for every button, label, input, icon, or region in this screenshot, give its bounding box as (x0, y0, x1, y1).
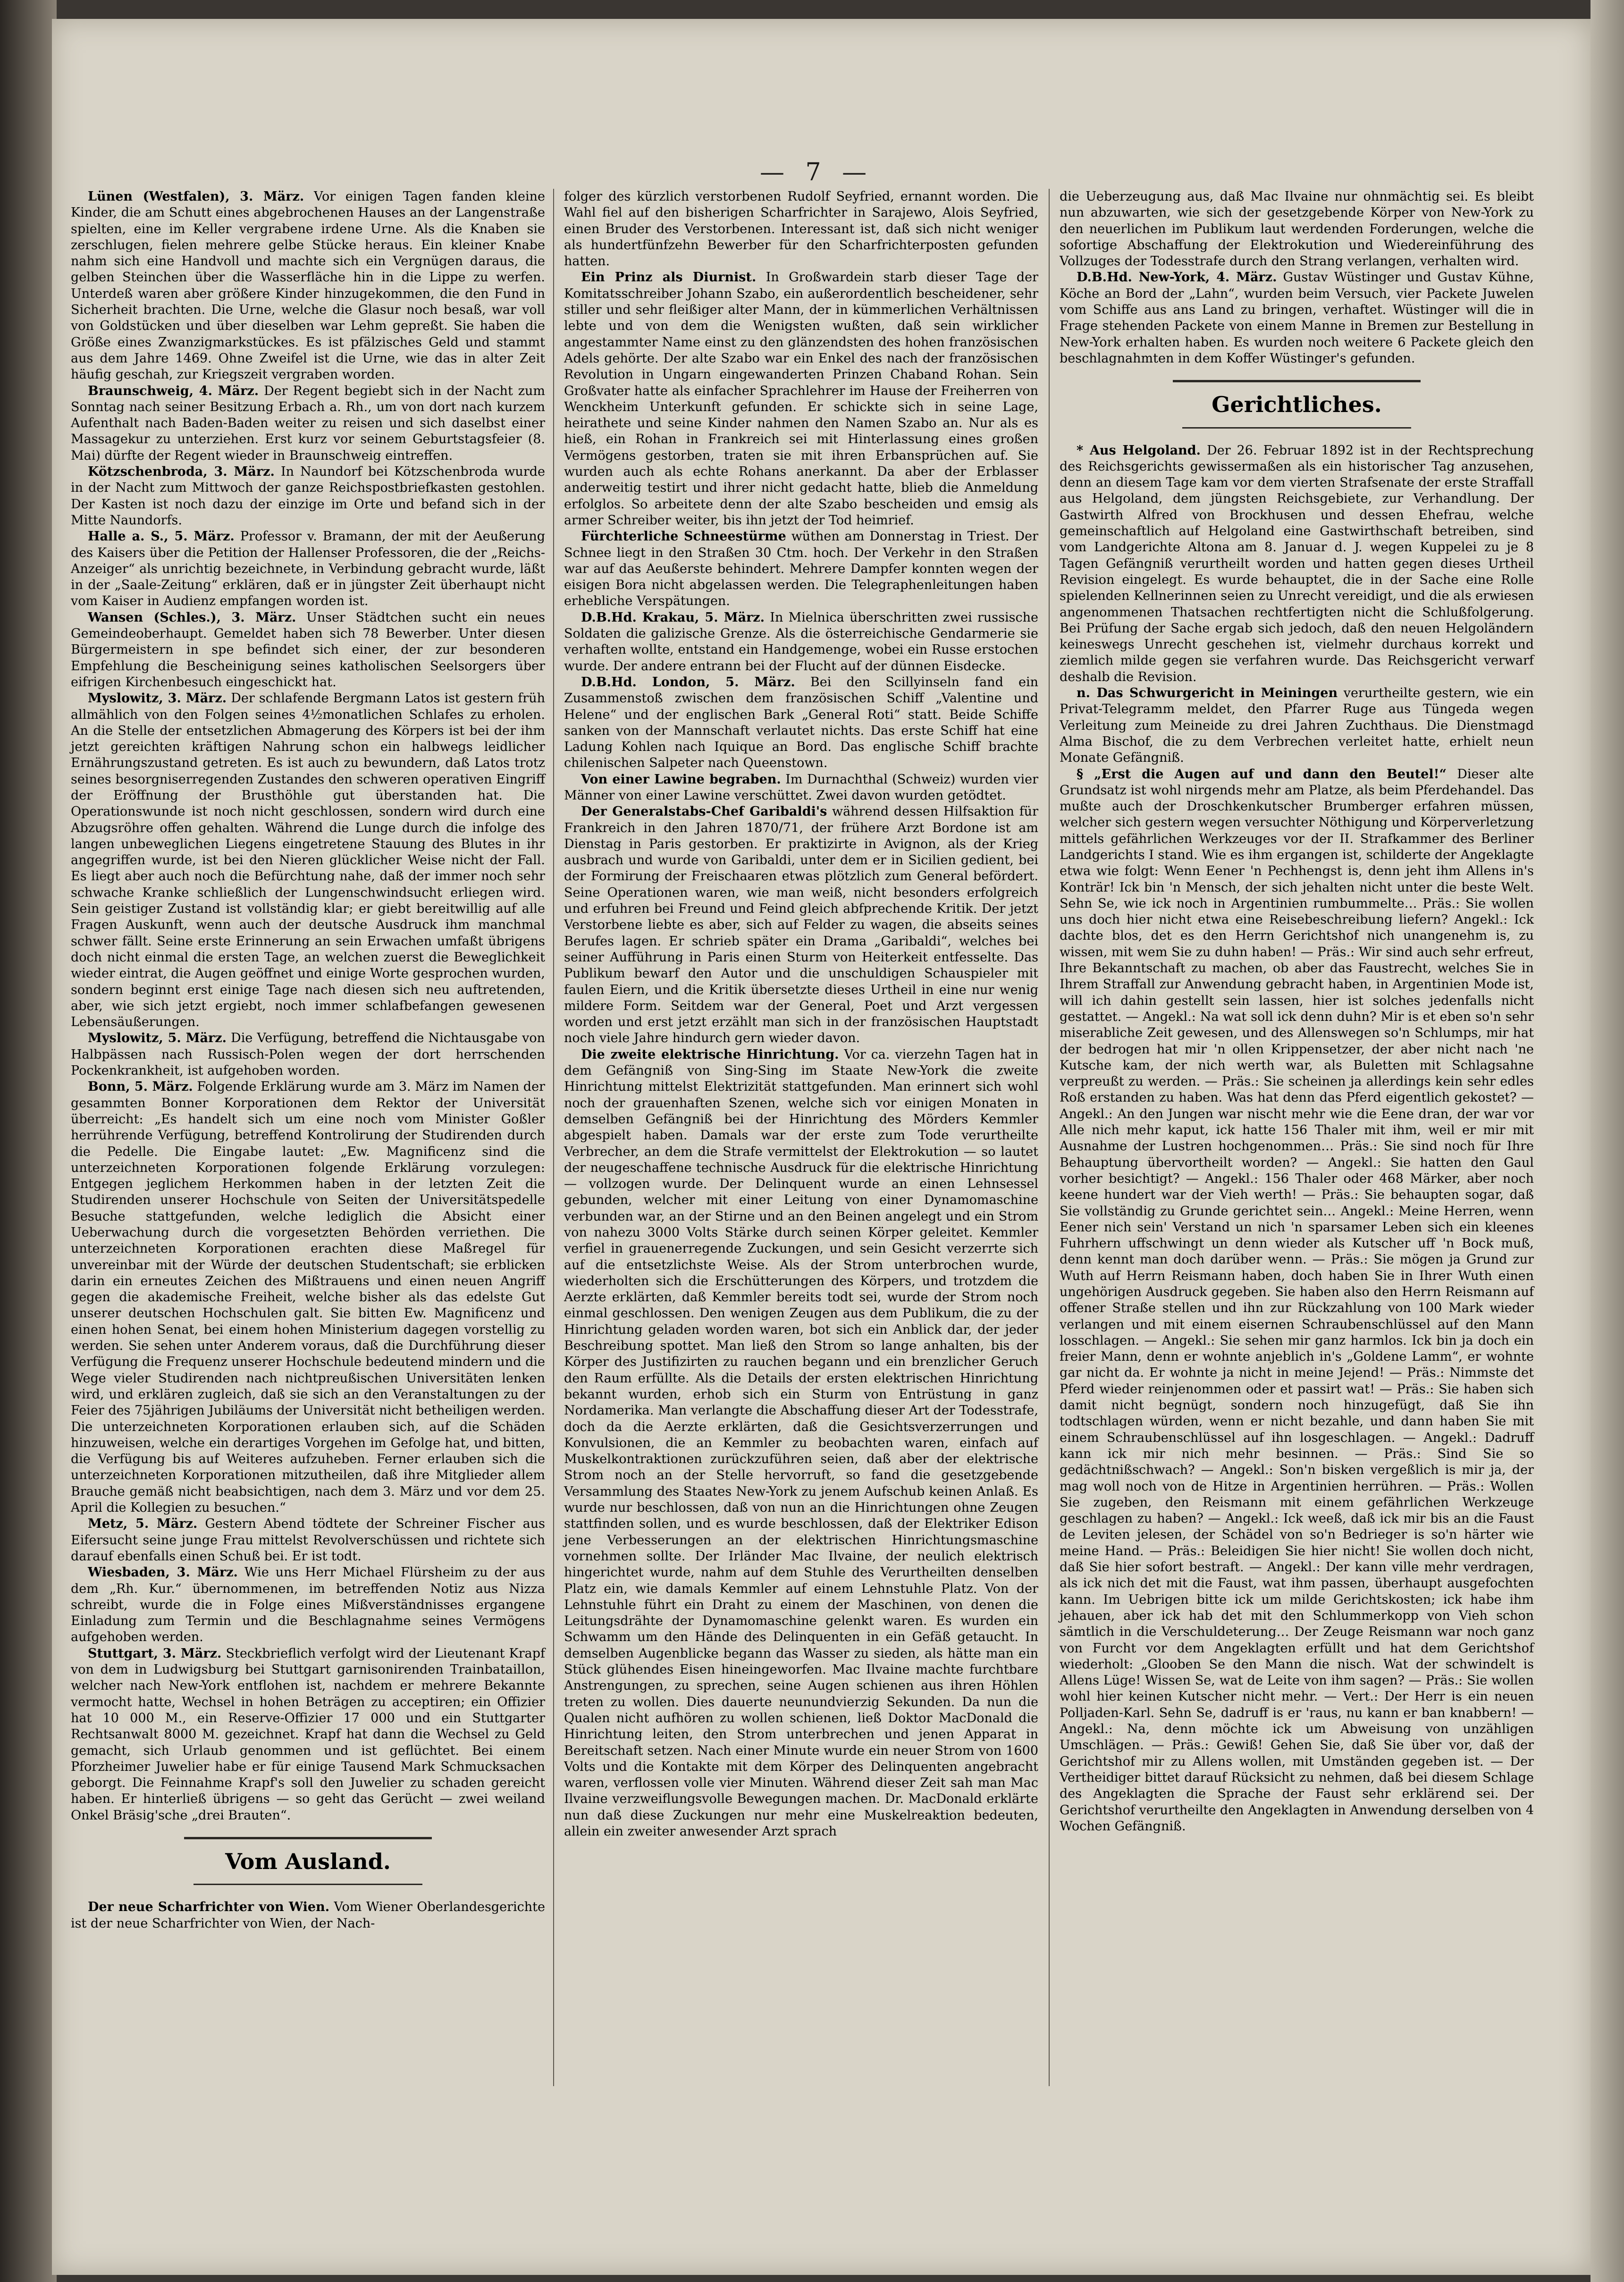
column-1 (71, 189, 545, 1932)
article-text: Steckbrieflich verfolgt wird der Lieutenant Krapf von dem in Ludwigsburg bei Stuttgart garnisonirenden Trainbataillon, welcher nach New-York entflohen ist, nachdem er mehrere Bekannte vermocht hatte, Wechsel in hohen Beträgen zu acceptiren; ein Offizier hat 10 000 M., ein Reserve-Offizier 17 000 und ein Stuttgarter Rechtsanwalt 8000 M. gezeichnet. Krapf hat dann die Wechsel zu Geld gemacht, sich Urlaub genommen und ist geflüchtet. Bei einem Pforzheimer Juwelier habe er für einige Tausend Mark Schmucksachen geborgt. Die Feinnahme Krapf's soll den Juwelier zu schaden gereicht haben. Er hinterließ übrigens — so geht das Gerücht — zwei weiland Onkel Bräsig'sche „drei Brauten“. (71, 1646, 545, 1823)
article-paragraph (71, 1565, 545, 1645)
article-paragraph (71, 1646, 545, 1824)
article-paragraph (71, 189, 545, 383)
article-paragraph (71, 610, 545, 690)
article-dateline: * Aus Helgoland. (1077, 443, 1201, 458)
article-dateline: Myslowitz, 5. März. (88, 1031, 227, 1046)
article-text: folger des kürzlich verstorbenen Rudolf Seyfried, ernannt worden. Die Wahl fiel auf den bisherigen Scharfrichter in Sarajewo, Alois Seyfried, einen Bruder des Verstorbenen. Interessant ist, daß sich nicht weniger als hundertfünfzehn Bewerber für den Scharfrichterposten gefunden hatten. (564, 189, 1038, 269)
article-paragraph (1060, 189, 1534, 269)
column-3 (1060, 189, 1534, 1835)
article-text: Vor ca. vierzehn Tagen hat in dem Gefängniß von Sing-Sing im Staate New-York die zweite Hinrichtung mittelst Elektrizität stattgefunden. Man erinnert sich wohl noch der grauenhaften Szenen, welche sich vor einigen Monaten in demselben Gefängniß bei der Hinrichtung des Mörders Kemmler abgespielt haben. Damals war der erste zum Tode verurtheilte Verbrecher, an dem die Strafe vermittelst der Elektrokution — so lautet der neugeschaffene technische Ausdruck für die elektrische Hinrichtung — vollzogen wurde. Der Delinquent wurde an einen Lehnsessel gebunden, welcher mit einer Leitung von einer Dynamomaschine verbunden war, an der Stirne und an den Beinen angelegt und ein Strom von nahezu 3000 Volts Stärke durch seinen Körper geleitet. Kemmler verfiel in grauenerregende Zuckungen, und sein Gesicht verzerrte sich auf die entsetzlichste Weise. Als der Strom unterbrochen wurde, wiederholten sich die Erschütterungen des Körpers, und trotzdem die Aerzte erklärten, daß Kemmler bereits todt sei, wurde der Strom noch einmal geschlossen. Den wenigen Zeugen aus dem Publikum, die zu der Hinrichtung geladen worden waren, bot sich ein Anblick dar, der jeder Beschreibung spottet. Man ließ den Strom so lange anhalten, bis der Körper des Justifizirten zu rauchen begann und ein brenzlicher Geruch den Raum erfüllte. Als die Details der ersten elektrischen Hinrichtung bekannt wurden, erhob sich ein Sturm von Entrüstung in ganz Nordamerika. Man verlangte die Abschaffung dieser Art der Todesstrafe, doch da die Aerzte erklärten, daß die Gesichtsverzerrungen und Konvulsionen, die an Kemmler zu beobachten waren, einfach auf Muskelkontraktionen zurückzuführen seien, daß aber der elektrische Strom noch an der Stelle hervorruft, so fand die gesetzgebende Versammlung des Staates New-York zu jenem Aufschub keinen Anlaß. Es wurde nur beschlossen, daß von nun an die Hinrichtungen ohne Zeugen stattfinden sollen, und es wurde beschlossen, daß der Elektriker Edison jene Verbesserungen an der elektrischen Hinrichtungsmaschine vornehmen sollte. Der Irländer Mac Ilvaine, der neulich elektrisch hingerichtet wurde, nahm auf dem Stuhle des Verurtheilten denselben Platz ein, wie damals Kemmler auf einem Lehnstuhle Platz. Von der Lehnstuhle führt ein Draht zu einem der Maschinen, von denen die Leitungsdrähte der Dynamomaschine gelenkt waren. Es wurden ein Schwamm um den Hände des Delinquenten in ein Gefäß getaucht. In demselben Augenblicke begann das Wasser zu sieden, als hätte man ein Stück glühendes Eisen hineingeworfen. Mac Ilvaine machte furchtbare Anstrengungen, zu sprechen, seine Augen schienen aus ihren Höhlen treten zu wollen. Dies dauerte neunundvierzig Sekunden. Da nun die Qualen nicht aufhören zu wollen schienen, ließ Doktor MacDonald die Hinrichtung leiten, den Strom unterbrechen und jenen Apparat in Bereitschaft setzen. Nach einer Minute wurde ein neuer Strom von 1600 Volts und die Kontakte mit dem Körper des Delinquenten angebracht waren, verflossen volle vier Minuten. Während dieser Zeit sah man Mac Ilvaine verzweiflungsvolle Bewegungen machen. Dr. MacDonald erklärte nun daß diese Zuckungen nur mehr eine Muskelreaktion bedeuten, allein ein zweiter anwesender Arzt sprach (564, 1047, 1038, 1839)
article-text: Dieser alte Grundsatz ist wohl nirgends mehr am Platze, als beim Pferdehandel. Das mußte auch der Droschkenkutscher Brumberger erfahren müssen, welcher sich gestern wegen versuchter Nöthigung und Körperverletzung mittels gefährlichen Werkzeuges vor der II. Strafkammer des Berliner Landgerichts I stand. Wie es ihm ergangen ist, schilderte der Angeklagte etwa wie folgt: Wenn Eener 'n Pechhengst is, denn jeht ihm Allens in's Konträr! Ick bin 'n Mensch, der sich jehalten nicht unter die beste Welt. Sehn Se, wie ick noch in Argentinien rumbummelte… Präs.: Sie wollen uns doch hier nicht etwa eine Reisebeschreibung liefern? Angekl.: Ick dachte blos, det es den Herrn Gerichtshof nich unangenehm is, zu wissen, mit wem Sie zu duhn haben! — Präs.: Wir sind auch sehr erfreut, Ihre Bekanntschaft zu machen, ob aber das Faustrecht, welches Sie in Ihrem Straffall zur Anwendung gebracht haben, in Argentinien Mode ist, will ich dahin gestellt sein lassen, hier ist solches jedenfalls nicht gestattet. — Angekl.: Na wat soll ick denn duhn? Mir is et eben so'n sehr miserabliche Zeit gewesen, und des Allenswegen so'n Schlumps, mir hat der bedrogen hat mir 'n ollen Krippensetzer, der aber nicht nach 'ne Kutsche kam, der nich werth war, als Buletten mit Schlagsahne verpreußt zu werden. — Präs.: Sie scheinen ja allerdings kein sehr edles Roß erstanden zu haben. Was hat denn das Pferd eigentlich gekostet? — Angekl.: An den Jungen war nischt mehr wie die Eene dran, der war vor Alle nich mehr kaput, ick hatte 156 Thaler mit ihm, weil er mir mit Ausnahme der Lustren hochgenommen… Präs.: Sie sind noch für Ihre Behauptung übervortheilt worden? — Angekl.: Sie hatten den Gaul vorher besichtigt? — Angekl.: 156 Thaler oder 468 Märker, aber noch keene hundert war der Vieh werth! — Präs.: Sie behaupten sogar, daß Sie vollständig zu Grunde gerichtet sein… Angekl.: Meine Herren, wenn Eener nich sein' Verstand un nich 'n sparsamer Leben sich ein kleenes Fuhrhern uffschwingt un denn wieder als Kutscher uff 'n Bock muß, denn kennt man doch darüber wenn. — Präs.: Sie mögen ja Grund zur Wuth auf Herrn Reismann haben, doch haben Sie in Ihrer Wuth einen ungehörigen Ausdruck gegeben. Sie haben also den Herrn Reismann auf offener Straße stellen und ihn zur Rückzahlung von 100 Mark wieder verlangen und mit einem eisernen Schraubenschlüssel auf den Mann losschlagen. — Angekl.: Sie sehen mir ganz harmlos. Ick bin ja doch ein freier Mann, denn er wohnte anjeblich in's „Goldene Lamm“, er wohnte gar nicht da. Er wohnte ja nicht in meine Jejend! — Präs.: Nimmste det Pferd wieder reinjenommen oder et passirt wat! — Präs.: Sie haben sich damit nicht begnügt, sondern noch hinzugefügt, daß Sie ihn todtschlagen würden, wenn er nicht bezahle, und dann haben Sie mit einem Schraubenschlüssel auf ihn losgeschlagen. — Angekl.: Dadruff kann ick mir nich mehr besinnen. — Präs.: Sind Sie so gedächtnißschwach? — Angekl.: Son'n bisken vergeßlich is mir ja, der mag woll noch von de Hitze in Argentinien herrühren. — Präs.: Wollen Sie zugeben, den Reismann mit einem gefährlichen Werkzeuge geschlagen zu haben? — Angekl.: Ick weeß, daß ick mir bis an die Faust de Leviten jelesen, der Schädel von so'n Bedrieger is so'n härter wie meine Hand. — Präs.: Beleidigen Sie hier nicht! Sie wollen doch nicht, daß Sie hier sofort bestraft. — Angekl.: Der kann ville mehr verdragen, als ick nich det mit die Faust, wat ihm passen, überhaupt ausgefochten kann. Im Uebrigen bitte ick um milde Gerichtskosten; ick habe ihm jehauen, aber ick hab det mit den Schlummerkopp von Vieh schon sämtlich in die Verschuldeterung… Der Zeuge Reismann war noch ganz von Furcht vor dem Angeklagten erfüllt und hat dem Gerichtshof wiederholt: „Glooben Se den Mann die nisch. Wat der schwindelt is Allens Lüge! Wissen Se, wat de Leite von ihm sagen? — Präs.: Sie wollen wohl hier keinen Kutscher nicht mehr. — Vert.: Der Herr is ein neuen Polljaden-Karl. Sehn Se, dadruff is er 'raus, nu kann er ban knabbern! — Angekl.: Na, denn möchte ick um Abweisung von unzähligen Umschlägen. — Präs.: Gewiß! Gehen Sie, daß Sie über vor, daß der Gerichtshof mir zu Allens wollen, mit Umständen gegeben ist. — Der Vertheidiger bittet darauf Rücksicht zu nehmen, daß bei diesem Schlage des Angeklagten die Sprache der Faust sehr erklärend sei. Der Gerichtshof verurtheilte den Angeklagten in Anwendung derselben von 4 Wochen Gefängniß. (1060, 766, 1534, 1834)
article-text: Im Durnachthal (Schweiz) wurden vier Männer von einer Lawine verschüttet. Zwei davon wurden getödtet. (564, 772, 1038, 803)
section-heading: Gerichtliches. (1212, 392, 1382, 418)
article-text: In Großwardein starb dieser Tage der Komitatsschreiber Johann Szabo, ein außerordentlich bescheidener, sehr stiller und sehr fleißiger alter Mann, der in kümmerlichen Verhältnissen lebte und von dem die Wenigsten wußten, daß sein wirklicher angestammter Name einst zu den glänzendsten des hohen französischen Adels gehörte. Der alte Szabo war ein Enkel des nach der französischen Revolution in Ungarn eingewanderten Prinzen Chaband Rohan. Sein Großvater hatte als einfacher Sprachlehrer im Hause der Freiherren von Wenckheim Unterkunft gefunden. Er schickte sich in seine Lage, heirathete und seine Kinder nahmen den Namen Szabo an. Nur als es hieß, ein Rohan in Frankreich sei mit Hinterlassung eines großen Vermögens gestorben, traten sie mit ihren Erbansprüchen auf. Sie wurden auch als echte Rohans anerkannt. Da aber der Erblasser anderweitig testirt und ihrer nicht gedacht hatte, blieb die Anmeldung erfolglos. So arbeitete denn der alte Szabo bescheiden und emsig als armer Schreiber weiter, bis ihn jetzt der Tod heimrief. (564, 270, 1038, 528)
page-edge (1590, 0, 1624, 2282)
article-paragraph (71, 529, 545, 609)
article-text: Professor v. Bramann, der mit der Aeußerung des Kaisers über die Petition der Hallenser Professoren, die der „Reichs-Anzeiger“ als unrichtig bezeichnete, in Verbindung gebracht wurde, läßt in der „Saale-Zeitung“ erklären, daß er in jüngster Zeit überhaupt nicht vom Kaiser in Audienz empfangen worden ist. (71, 529, 545, 609)
section-rule (184, 1837, 432, 1839)
article-text: Folgende Erklärung wurde am 3. März im Namen der gesammten Bonner Korporationen dem Rektor der Universität überreicht: „Es handelt sich um eine noch vom Minister Goßler herrührende Verfügung, betreffend Kontrolirung der Studirenden durch die Pedelle. Die Eingabe lautet: „Ew. Magnificenz sind die unterzeichneten Korporationen folgende Erklärung vorzulegen: Entgegen jeglichem Herkommen haben in der letzten Zeit die Studirenden unserer Hochschule von Seiten der Universitätspedelle Besuche stattgefunden, welche lediglich die Absicht einer Ueberwachung durch die vorgesetzten Behörden verriethen. Die unterzeichneten Korporationen erachten diese Maßregel für unvereinbar mit der Würde der deutschen Studentschaft; sie erblicken darin ein erneutes Zeichen des Mißtrauens und einen neuen Angriff gegen die akademische Freiheit, welche bisher als das edelste Gut unserer deutschen Hochschulen galt. Sie bitten Ew. Magnificenz und einen hohen Senat, bei einem hohen Ministerium dagegen vorstellig zu werden. Sie sehen unter Anderem voraus, daß die Durchführung dieser Verfügung die Frequenz unserer Hochschule bedeutend mindern und die Wege vieler Studirenden nach nichtpreußischen Universitäten lenken wird, und erklären zugleich, daß sie sich an den Veranstaltungen zu der Feier des 75jährigen Jubiläums der Universität nicht betheiligen werden. Die unterzeichneten Korporationen erlauben sich, auf die Schäden hinzuweisen, welche ein derartiges Vorgehen im Gefolge hat, und bitten, die Verfügung bis auf Weiteres aufzuheben. Ferner erlauben sich die unterzeichneten Korporationen mitzutheilen, daß ihre Mitglieder allem Brauche gemäß nicht beabsichtigen, nach dem 3. März und vor dem 25. April die Kollegien zu besuchen.“ (71, 1079, 545, 1516)
article-dateline: Braunschweig, 4. März. (88, 383, 259, 398)
article-text: Vor einigen Tagen fanden kleine Kinder, die am Schutt eines abgebrochenen Hauses an der Langenstraße spielten, eine im Keller vergrabene irdene Urne. Als die Knaben sie zerschlugen, fielen mehrere gelbe Stücke heraus. Ein kleiner Knabe nahm sich eine Handvoll und machte sich ein Vergnügen daraus, die gelben Steinchen über die Wasserfläche hin in die Lippe zu werfen. Unterdeß waren aber größere Kinder hinzugekommen, die den Fund in Sicherheit brachten. Die Urne, welche die Glasur noch besaß, war voll von Goldstücken und über dieselben war Lehm gepreßt. Sie haben die Größe eines Zwanzigmarkstückes. Es ist pfälzisches Geld und stammt aus dem Jahre 1469. Ohne Zweifel ist die Urne, wie das in alter Zeit häufig geschah, zur Kriegszeit vergraben worden. (71, 189, 545, 382)
article-dateline: Von einer Lawine begraben. (581, 772, 781, 787)
article-dateline: Bonn, 5. März. (88, 1079, 193, 1095)
article-dateline: Kötzschenbroda, 3. März. (88, 464, 275, 480)
article-paragraph (1060, 766, 1534, 1835)
article-paragraph (564, 269, 1038, 529)
article-dateline: Die zweite elektrische Hinrichtung. (581, 1047, 839, 1062)
article-dateline: Wansen (Schles.), 3. März. (88, 610, 296, 625)
column-2 (564, 189, 1038, 1840)
article-paragraph (71, 1516, 545, 1565)
article-text: In Mielnica überschritten zwei russische Soldaten die galizische Grenze. Als die österreichische Gendarmerie sie verhaften wollte, entstand ein Handgemenge, wobei ein Russe erstochen wurde. Der andere entrann bei der Flucht auf der dünnen Eisdecke. (564, 610, 1038, 674)
article-dateline: Metz, 5. März. (88, 1516, 198, 1532)
article-text: Gestern Abend tödtete der Schreiner Fischer aus Eifersucht seine junge Frau mittelst Revolverschüssen und richtete sich darauf ebenfalls einen Schuß bei. Er ist todt. (71, 1516, 545, 1564)
article-paragraph (71, 1899, 545, 1932)
article-text: Die Verfügung, betreffend die Nichtausgabe von Halbpässen nach Russisch-Polen wegen der dort herrschenden Pockenkrankheit, ist aufgehoben worden. (71, 1031, 545, 1078)
article-paragraph (1060, 269, 1534, 367)
article-paragraph (1060, 443, 1534, 685)
section-heading: Vom Ausland. (225, 1848, 391, 1874)
article-dateline: § „Erst die Augen auf und dann den Beutel!“ (1077, 766, 1447, 782)
article-dateline: Myslowitz, 3. März. (88, 691, 227, 706)
section-rule (1182, 427, 1411, 429)
section-rule (1173, 380, 1421, 382)
article-text: Vom Wiener Oberlandesgerichte ist der neue Scharfrichter von Wien, der Nach- (71, 1900, 545, 1931)
article-text: Der 26. Februar 1892 ist in der Rechtsprechung des Reichsgerichts gewissermaßen als ein historischer Tag anzusehen, denn an diesem Tage kam vor dem vierten Strafsenate der erste Straffall aus Helgoland, dem jüngsten Reichsgebiete, zur Verhandlung. Der Gastwirth Alfred von Brockhusen und dessen Ehefrau, welche gemeinschaftlich auf Helgoland eine Gastwirthschaft betreiben, sind vom Landgerichte Altona am 8. Januar d. J. wegen Kuppelei zu je 8 Tagen Gefängniß verurtheilt worden und hatten gegen dieses Urtheil Revision eingelegt. Es wurde behauptet, die in der Sache eine Rolle spielenden Kellnerinnen seien zu Unrecht vereidigt, und die als erwiesen angenommenen Thatsachen rechtfertigten nicht die Schlußfolgerung. Bei Prüfung der Sache ergab sich jedoch, daß den neuen Helgoländern keineswegs Unrecht geschehen ist, vielmehr durchaus korrekt und ziemlich milde gegen sie verfahren wurde. Das Reichsgericht verwarf deshalb die Revision. (1060, 443, 1534, 684)
article-text: verurtheilte gestern, wie ein Privat-Telegramm meldet, den Pfarrer Ruge aus Tüngeda wegen Verleitung zum Meineide zu drei Jahren Zuchthaus. Die Dienstmagd Alma Bischof, die zu dem Verbrechen verleitet hatte, erhielt neun Monate Gefängniß. (1060, 686, 1534, 766)
article-paragraph (564, 804, 1038, 1046)
article-text: Der schlafende Bergmann Latos ist gestern früh allmählich von den Folgen seines 4½monatlichen Schlafes zu erholen. An die Stelle der entsetzlichen Abmagerung des Körpers ist bei der ihm jetzt gereichten kräftigen Nahrung schon ein halbwegs leidlicher Ernährungszustand getreten. Es ist auch zu bewundern, daß Latos trotz seines besorgniserregenden Zustandes den schweren operativen Eingriff der Eröffnung der Brusthöhle gut überstanden hat. Die Operationswunde ist noch nicht geschlossen, sondern wird durch eine Abzugsröhre offen gehalten. Während die Lunge durch die infolge des langen unbeweglichen Liegens eingetretene Stauung des Blutes in ihr angegriffen wurde, ist bei den Nieren glücklicher Weise nicht der Fall. Es liegt aber auch noch die Befürchtung nahe, daß der immer noch sehr schwache Kranke schließlich der Lungenschwindsucht erliegen wird. Sein geistiger Zustand ist vollständig klar; er giebt bereitwillig auf alle Fragen Auskunft, wenn auch der deutsche Ausdruck ihm manchmal schwer fällt. Seine erste Erinnerung an sein Erwachen umfaßt übrigens doch nicht einmal die ersten Tage, an welchen zuerst die Beweglichkeit wieder eintrat, die Augen geöffnet und einige Worte gesprochen wurden, sondern beginnt erst einige Tage nach diesen sich neu auftretenden, aber, wie sich jetzt ergiebt, noch immer schlafbefangen gewesenen Lebensäußerungen. (71, 691, 545, 1030)
article-text: Unser Städtchen sucht ein neues Gemeindeoberhaupt. Gemeldet haben sich 78 Bewerber. Unter diesen Bürgermeistern in spe befindet sich einer, der zur besonderen Empfehlung die Bescheinigung seines katholischen Seelsorgers über eifrigen Kirchenbesuch eingeschickt hat. (71, 610, 546, 690)
article-paragraph (71, 690, 545, 1030)
article-dateline: n. Das Schwurgericht in Meiningen (1077, 686, 1338, 701)
article-dateline: Lünen (Westfalen), 3. März. (88, 189, 304, 204)
article-paragraph (564, 529, 1038, 609)
article-dateline: D.B.Hd. New-York, 4. März. (1077, 270, 1277, 285)
article-paragraph (564, 772, 1038, 804)
article-paragraph (71, 1030, 545, 1079)
article-paragraph (71, 1079, 545, 1516)
article-dateline: Halle a. S., 5. März. (88, 529, 235, 544)
article-text: während dessen Hilfsaktion für Frankreich in den Jahren 1870/71, der frühere Arzt Bordone ist am Dienstag in Paris gestorben. Er praktizirte in Avignon, als der Krieg ausbrach und wurde von Garibaldi, unter dem er in Sicilien gedient, bei der Formirung der Freischaaren etwas plötzlich zum General befördert. Seine Operationen waren, wie man weiß, nicht besonders erfolgreich und erfuhren bei Freund und Feind gleich abfprechende Kritik. Der jetzt Verstorbene liebte es aber, sich auf Felder zu wagen, die abseits seines Berufes lagen. Er schrieb später ein Drama „Garibaldi“, welches bei seiner Aufführung in Paris einen Sturm von Heiterkeit entfesselte. Das Publikum bewarf den Autor und die unschuldigen Schauspieler mit faulen Eiern, und die Kritik übersetzte dieses Urtheil in eine nur wenig mildere Form. Seitdem war der General, Poet und Arzt vergessen worden und erst jetzt erzählt man sich in der französischen Hauptstadt noch viele Jahre hindurch gern wieder davon. (564, 804, 1038, 1046)
article-dateline: Der Generalstabs-Chef Garibaldi's (581, 804, 827, 819)
article-text: wüthen am Donnerstag in Triest. Der Schnee liegt in den Straßen 30 Ctm. hoch. Der Verkehr in den Straßen war auf das Aeußerste behindert. Mehrere Dampfer konnten wegen der eisigen Bora nicht abgelassen werden. Die Telegraphenleitungen haben erhebliche Verspätungen. (564, 529, 1038, 609)
article-dateline: Wiesbaden, 3. März. (88, 1565, 238, 1580)
article-text: Gustav Wüstinger und Gustav Kühne, Köche an Bord der „Lahn“, wurden beim Versuch, vier Packete Juwelen vom Schiffe aus ans Land zu bringen, verhaftet. Wüstinger will die in Frage stehenden Packete von einem Manne in Bremen zur Bestellung in New-York erhalten haben. Es wurden noch weitere 6 Packete gleich den beschlagnahmten in dem Koffer Wüstinger's gefunden. (1060, 270, 1534, 366)
page-number: — 7 — (760, 158, 874, 186)
article-dateline: D.B.Hd. London, 5. März. (581, 674, 795, 690)
article-dateline: Der neue Scharfrichter von Wien. (88, 1900, 330, 1915)
article-dateline: Ein Prinz als Diurnist. (581, 270, 757, 285)
section-rule (194, 1884, 422, 1885)
article-paragraph (564, 1047, 1038, 1840)
article-paragraph (564, 610, 1038, 674)
column-rule-2 (1049, 189, 1050, 2086)
article-text: Wie uns Herr Michael Flürsheim zu der aus dem „Rh. Kur.“ übernommenen, im betreffenden Notiz aus Nizza schreibt, wurde die in Folge eines Mißverständnisses ergangene Einladung zum Termin und die Beschlagnahme seines Vermögens aufgehoben werden. (71, 1565, 545, 1645)
article-paragraph (564, 189, 1038, 269)
article-paragraph (71, 383, 545, 464)
article-dateline: Fürchterliche Schneestürme (581, 529, 786, 544)
book-spine (0, 0, 57, 2282)
column-rule-1 (553, 189, 554, 2086)
article-text: In Naundorf bei Kötzschenbroda wurde in der Nacht zum Mittwoch der ganze Reichspostbriefkasten gestohlen. Der Kasten ist noch dazu der einzige im Orte und befand sich in der Mitte Naundorfs. (71, 464, 545, 528)
article-text: Bei den Scillyinseln fand ein Zusammenstoß zwischen dem französischen Schiff „Valentine und Helene“ und der englischen Bark „General Roti“ statt. Beide Schiffe sanken von der Mannschaft verlautet nichts. Das erste Schiff hat eine Ladung Kohlen nach Iquique an Bord. Das englische Schiff brachte chilenischen Salpeter nach Queenstown. (564, 674, 1038, 771)
article-paragraph (564, 674, 1038, 772)
article-dateline: D.B.Hd. Krakau, 5. März. (581, 610, 765, 625)
article-text: Der Regent begiebt sich in der Nacht zum Sonntag nach seiner Besitzung Erbach a. Rh., um von dort nach kurzem Aufenthalt nach Baden-Baden weiter zu reisen und sich daselbst einer Massagekur zu unterziehen. Erst kurz vor seinem Geburtstagsfeier (8. Mai) dürfte der Regent wieder in Braunschweig eintreffen. (71, 383, 545, 463)
article-dateline: Stuttgart, 3. März. (88, 1646, 222, 1661)
article-paragraph (71, 464, 545, 529)
article-text: die Ueberzeugung aus, daß Mac Ilvaine nur ohnmächtig sei. Es bleibt nun abzuwarten, wie sich der gesetzgebende Körper von New-York zu den neuerlichen im Publikum laut werdenden Forderungen, welche die sofortige Abschaffung der Elektrokution und Wiedereinführung des Vollzuges der Todesstrafe durch den Strang verlangen, verhalten wird. (1060, 189, 1534, 269)
article-paragraph (1060, 685, 1534, 766)
